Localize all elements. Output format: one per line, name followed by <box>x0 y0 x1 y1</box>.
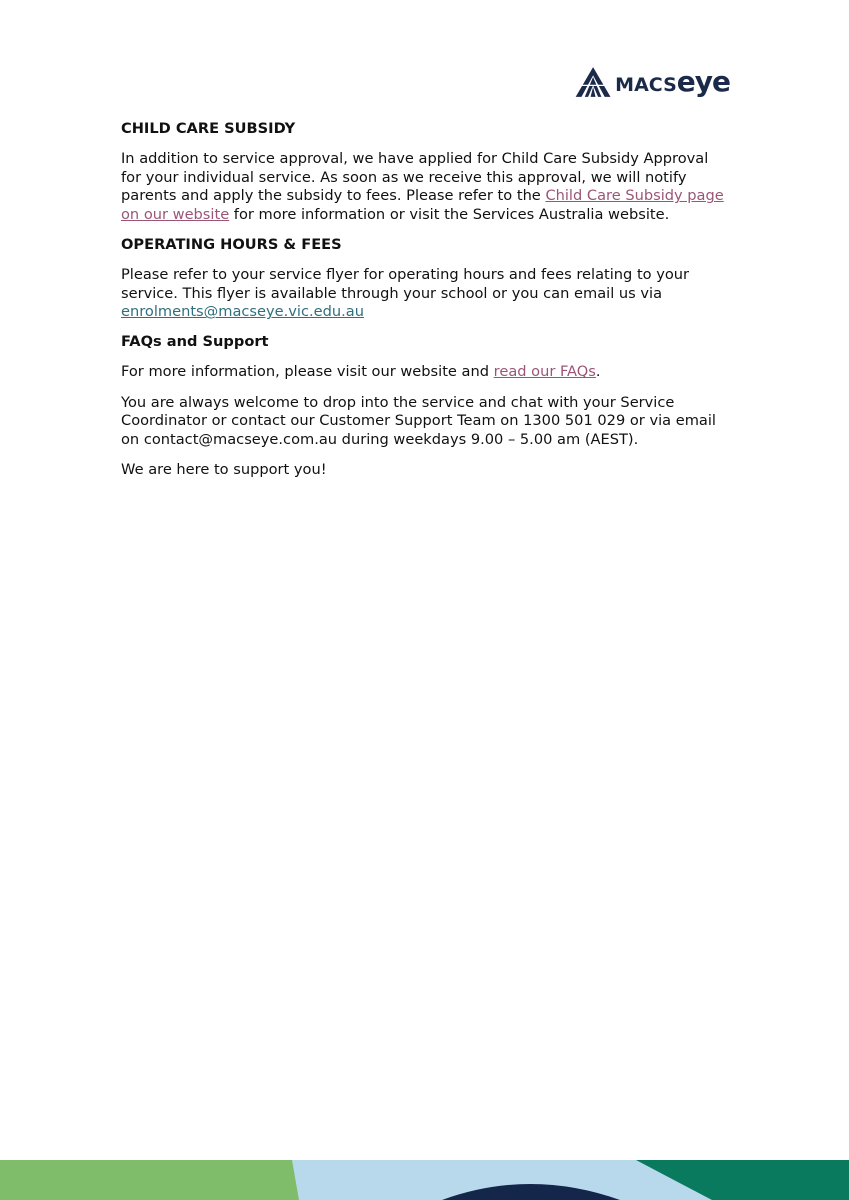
paragraph-faqs <box>121 363 731 382</box>
paragraph-hours <box>121 266 731 322</box>
macseye-logo <box>574 62 730 102</box>
logo-text-macs: MACS <box>615 74 677 96</box>
heading-child-care-subsidy: CHILD CARE SUBSIDY <box>121 120 296 137</box>
heading-faqs-support: FAQs and Support <box>121 333 269 351</box>
hours-text-before: Please refer to your service flyer for operating hours and fees relating to your service. This flyer is available through your school or you can email us via <box>121 266 690 302</box>
document-body <box>121 120 731 491</box>
faqs-text-after: . <box>595 363 601 381</box>
subsidy-text-after: for more information or visit the Services Australia website. <box>229 205 670 223</box>
logo-text-eye: eye <box>676 65 730 98</box>
faqs-text-before: For more information, please visit our website and <box>121 363 494 381</box>
link-read-faqs[interactable]: read our FAQs <box>493 363 596 381</box>
subsidy-text-before: In addition to service approval, we have applied for Child Care Subsidy Approval for your individual service. As soon as we receive this approval, we will notify parents and apply the subsidy to fees. Please refer to the <box>121 150 709 205</box>
link-enrolments-email[interactable]: enrolments@macseye.vic.edu.au <box>121 303 364 321</box>
paragraph-contact: You are always welcome to drop into the service and chat with your Service Coordinator or contact our Customer Support Team on 1300 501 029 or via email on contact@macseye.com.au during weekdays 9.00 – 5.00 am (AEST). <box>121 393 716 448</box>
link-child-care-subsidy-page[interactable]: Child Care Subsidy page on our website <box>121 187 724 223</box>
paragraph-subsidy <box>121 150 731 224</box>
logo-wordmark <box>615 65 730 98</box>
heading-operating-hours-fees: OPERATING HOURS & FEES <box>121 235 342 253</box>
footer-decoration <box>0 1160 849 1200</box>
footer-wave-graphic <box>0 1160 849 1200</box>
macseye-logo-mark-icon <box>574 62 612 102</box>
paragraph-support: We are here to support you! <box>121 460 327 478</box>
